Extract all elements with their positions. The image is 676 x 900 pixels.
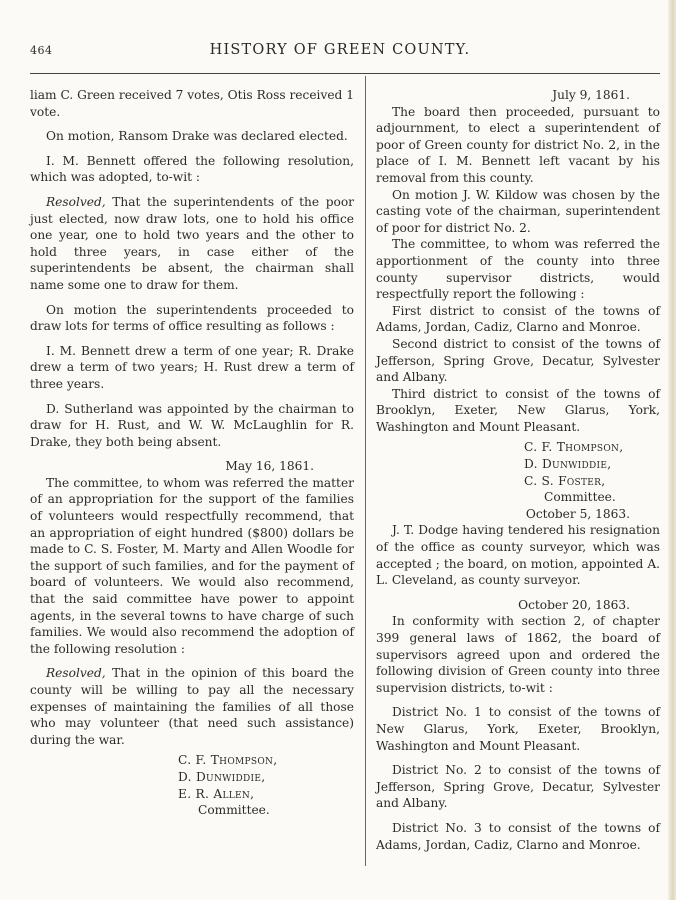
resolution-text: That in the opinion of this board the county will be willing to pay all the necessary expenses of maintaining the families of all those who may volunteer (that need such assistance) during the war. bbox=[30, 666, 354, 747]
paragraph: On motion J. W. Kildow was chosen by the casting vote of the chairman, superintendent of poor for district No. 2. bbox=[376, 187, 660, 235]
signature-block bbox=[178, 752, 354, 818]
paragraph: J. T. Dodge having tendered his resignation of the office as county surveyor, which was accepted ; the board, on motion, appointed A. L. Cleveland, as county surveyor. bbox=[376, 523, 660, 588]
paragraph: District No. 2 to consist of the towns of Jefferson, Spring Grove, Decatur, Sylvester and Albany. bbox=[376, 763, 660, 811]
resolution-text: That the superintendents of the poor just elected, now draw lots, one to hold his office one year, one to hold two years and the other to hold three years, in case either of the superintendents be absent, the chairman shall name some one to draw for them. bbox=[30, 194, 354, 292]
page-header bbox=[30, 44, 650, 66]
paragraph: District No. 3 to consist of the towns of Adams, Jordan, Cadiz, Clarno and Monroe. bbox=[376, 820, 660, 852]
paragraph: First district to consist of the towns of Adams, Jordan, Cadiz, Clarno and Monroe. bbox=[376, 303, 660, 335]
paragraph: Third district to consist of the towns of Brooklyn, Exeter, New Glarus, York, Washington and Mount Pleasant. bbox=[376, 386, 660, 434]
signatory: C. F. Thompson, bbox=[524, 440, 624, 455]
resolved-label: Resolved, bbox=[46, 194, 106, 209]
paragraph: Second district to consist of the towns of Jefferson, Spring Grove, Decatur, Sylvester and Albany. bbox=[376, 336, 660, 385]
date-heading: October 20, 1863. bbox=[518, 597, 630, 612]
signatory: C. S. Foster, bbox=[524, 473, 606, 488]
paragraph: The board then proceeded, pursuant to adjournment, to elect a superintendent of poor of Green county for district No. 2, in the place of I. M. Bennett left vacant by his removal from this county. bbox=[376, 104, 660, 185]
paragraph: I. M. Bennett offered the following resolution, which was adopted, to-wit : bbox=[30, 153, 354, 185]
date-heading: May 16, 1861. bbox=[225, 459, 314, 474]
paragraph: District No. 1 to consist of the towns of New Glarus, York, Exeter, Brooklyn, Washington and Mount Pleasant. bbox=[376, 705, 660, 753]
right-column bbox=[376, 87, 660, 853]
column-divider bbox=[365, 76, 366, 866]
date-heading: October 5, 1863. bbox=[525, 506, 630, 521]
paragraph: The committee, to whom was referred the apportionment of the county into three county supervisor districts, would respectfully report the following : bbox=[376, 237, 660, 302]
paragraph: The committee, to whom was referred the matter of an appropriation for the support of the families of volunteers would respectfully recommend, that an appropriation of eight hundred ($800) dollars be made to C. S. Foster, M. Marty and Allen Woodle for the support of such families, and for the payment of board of volunteers. We would also recommend, that the said committee have power to appoint agents, in the several towns to have charge of such families. We would also recommend the adoption of the following resolution : bbox=[30, 475, 354, 656]
resolution-paragraph bbox=[30, 665, 354, 748]
paragraph: On motion the superintendents proceeded to draw lots for terms of office resulting as follows : bbox=[30, 302, 354, 334]
resolution-paragraph bbox=[30, 194, 354, 294]
signatory: C. F. Thompson, bbox=[178, 753, 278, 768]
left-column bbox=[30, 87, 354, 819]
page-number: 464 bbox=[30, 44, 53, 57]
running-head: HISTORY OF GREEN COUNTY. bbox=[209, 42, 471, 58]
header-rule bbox=[30, 73, 660, 74]
signatory: E. R. Allen, bbox=[178, 786, 255, 801]
date-heading: July 9, 1861. bbox=[552, 88, 630, 102]
resolved-label: Resolved, bbox=[46, 666, 106, 681]
paragraph: liam C. Green received 7 votes, Otis Ross received 1 vote. bbox=[30, 88, 354, 119]
paragraph: On motion, Ransom Drake was declared elected. bbox=[46, 129, 348, 144]
committee-label: Committee. bbox=[198, 803, 270, 818]
page-edge bbox=[668, 0, 676, 900]
paragraph: In conformity with section 2, of chapter 399 general laws of 1862, the board of supervisors agreed upon and ordered the following division of Green county into three supervision districts, to-wit : bbox=[376, 614, 660, 695]
paragraph: I. M. Bennett drew a term of one year; R. Drake drew a term of two years; H. Rust drew a term of three years. bbox=[30, 343, 354, 391]
paragraph: D. Sutherland was appointed by the chairman to draw for H. Rust, and W. W. McLaughlin for R. Drake, they both being absent. bbox=[30, 401, 354, 449]
committee-label: Committee. bbox=[544, 490, 616, 505]
signatory: D. Dunwiddie, bbox=[178, 769, 266, 784]
signatory: D. Dunwiddie, bbox=[524, 457, 612, 472]
signature-block bbox=[524, 439, 660, 505]
